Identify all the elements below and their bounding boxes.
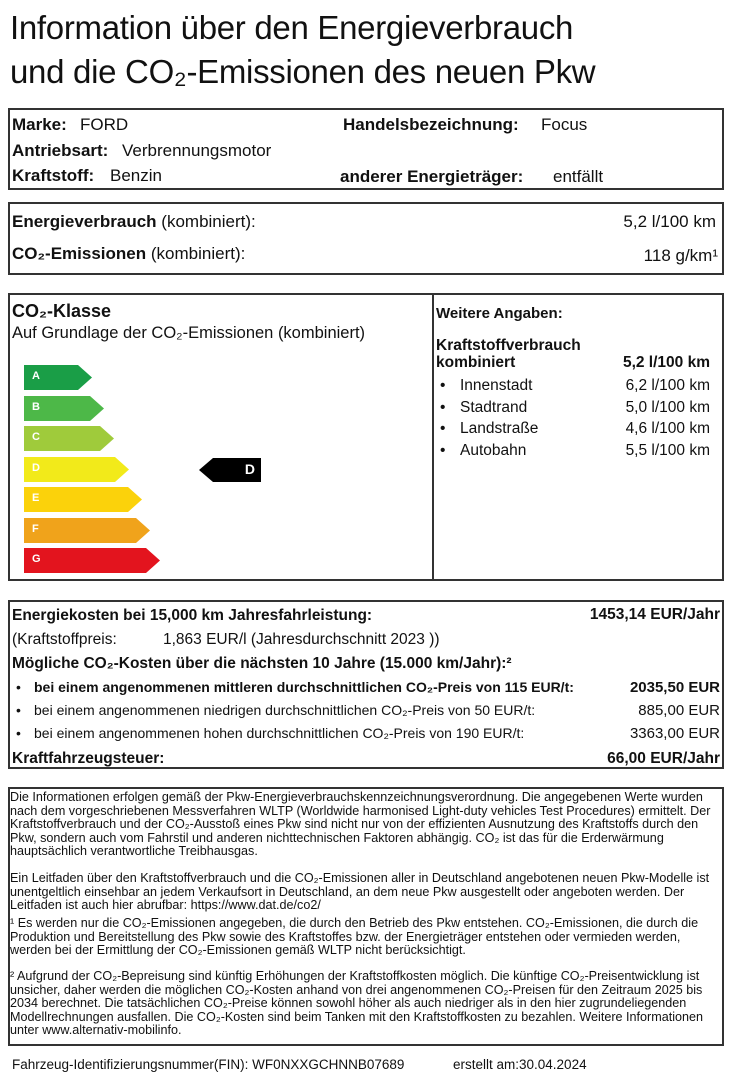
consumption-item-label: Landstraße	[460, 420, 539, 437]
co2-class-letter: G	[32, 553, 41, 565]
marke-label: Marke:	[12, 115, 67, 134]
bullet: •	[440, 377, 446, 394]
co2-class-heading: CO₂-Klasse	[12, 301, 112, 321]
co2-cost-value: 2035,50 EUR	[629, 679, 720, 696]
co2-class-bar-b	[24, 396, 104, 421]
co2-class-bar-f	[24, 518, 150, 543]
marke-value: FORD	[80, 115, 129, 134]
co2-cost-label: bei einem angenommenen hohen durchschnittlichen CO₂-Preis von 190 EUR/t:	[34, 725, 525, 741]
co2-class-letter: D	[32, 461, 40, 474]
current-class-letter: D	[244, 461, 255, 477]
consumption-item-value: 5,0 l/100 km	[625, 398, 710, 416]
note-paragraph-2: Ein Leitfaden über den Kraftstoffverbrauch und die CO₂-Emissionen aller in Deutschland angebotenen neuen Pkw-Modelle ist unentgeltlich einsehbar an jedem Verkaufsort in Deutschland, an dem neue Pkw ausgestellt oder angeboten werden. Der Leitfaden ist auch hier abrufbar: https://www.dat.de/co2/	[10, 871, 710, 913]
co2-cost-value: 3363,00 EUR	[629, 725, 720, 742]
consumption-item-label: Innenstadt	[460, 377, 533, 394]
title-line-1: Information über den Energieverbrauch	[10, 9, 574, 46]
kombi-label-1: Kraftstoffverbrauch	[436, 337, 581, 354]
current-class-indicator	[199, 458, 261, 482]
co2-class-bar-c	[24, 426, 114, 451]
footnote-2: ² Aufgrund der CO₂-Bepreisung sind künftig Erhöhungen der Kraftstoffkosten möglich. Die künftige CO₂-Preisentwicklung ist unsicher, daher werden die möglichen CO₂-Kosten anhand von drei angenommenen CO₂-Preisen für den Zeitraum 2025 bis 2034 berechnet. Die tatsächlichen CO₂-Preise können sowohl höher als auch niedriger als in den hier zugrundeliegenden Modellrechnungen ausfallen. Die CO₂-Kosten sind beim Tanken mit den Kraftstoffkosten zu bezahlen. Weitere Informationen unter www.alternativ-mobilinfo.	[10, 969, 704, 1038]
created-date: erstellt am:30.04.2024	[453, 1057, 587, 1072]
steuer-label: Kraftfahrzeugsteuer:	[12, 750, 165, 767]
kraftstoffpreis-label: (Kraftstoffpreis:	[12, 631, 117, 648]
anderer-value: entfällt	[553, 167, 604, 186]
consumption-item-value: 6,2 l/100 km	[625, 377, 710, 394]
co2-class-bar-e	[24, 487, 142, 512]
bullet: •	[16, 702, 21, 718]
kraftstoff-value: Benzin	[110, 166, 162, 185]
co2-value: 118 g/km¹	[643, 246, 718, 265]
energie-label: Energieverbrauch	[12, 212, 157, 231]
energie-suffix: (kombiniert):	[161, 212, 256, 231]
note-paragraph-1: Die Informationen erfolgen gemäß der Pkw-Energieverbrauchskennzeichnungsverordnung. Die angegebenen Werte wurden nach dem vorgeschriebenen Messverfahren WLTP (Worldwide harmonised Light-duty vehicles Test Procedures) ermittelt. Der Kraftstoffverbrauch und der CO₂-Ausstoß eines Pkw sind nicht nur von der effizienten Ausnutzung des Kraftstoffs durch den Pkw, sondern auch vom Fahrstil und anderen nichttechnischen Faktoren abhängig. CO₂ ist das für die Erderwärmung hauptsächlich verantwortliche Treibhausgas.	[10, 790, 711, 859]
co2-class-letter: C	[32, 431, 40, 443]
co2-class-letter: A	[32, 370, 40, 382]
co2-label: CO₂-Emissionen	[12, 244, 147, 263]
co2-class-bar-d	[24, 457, 129, 482]
title-line-2: und die CO₂-Emissionen des neuen Pkw	[10, 53, 596, 90]
co2-suffix: (kombiniert):	[150, 244, 246, 263]
energie-value: 5,2 l/100 km	[623, 212, 716, 231]
co2-class-letter: E	[32, 492, 40, 504]
divider	[432, 295, 434, 579]
co2-cost-value: 885,00 EUR	[638, 702, 720, 719]
antrieb-value: Verbrennungsmotor	[122, 141, 272, 160]
co2-kosten-heading: Mögliche CO₂-Kosten über die nächsten 10 Jahre (15.000 km/Jahr):²	[12, 655, 512, 672]
consumption-item-label: Autobahn	[460, 441, 527, 459]
bullet: •	[16, 679, 21, 695]
bullet: •	[440, 420, 446, 437]
co2-class-box	[8, 293, 724, 581]
weitere-heading: Weitere Angaben:	[436, 305, 563, 322]
handel-label: Handelsbezeichnung:	[343, 115, 519, 134]
fin: Fahrzeug-Identifizierungsnummer(FIN): WF0NXXGCHNNB07689	[12, 1057, 405, 1072]
costs-box	[8, 600, 724, 769]
co2-class-bar-g	[24, 548, 160, 573]
co2-class-letter: F	[32, 522, 39, 535]
co2-class-letter: B	[32, 400, 40, 413]
footnote-1: ¹ Es werden nur die CO₂-Emissionen angegeben, die durch den Betrieb des Pkw entstehen. CO₂-Emissionen, die durch die Produktion und Bereitstellung des Pkw sowie des Kraftstoffes bzw. der Energieträger entstehen oder vermieden werden, werden bei der Ermittlung der CO₂-Emissionen gemäß WLTP nicht berücksichtigt.	[10, 916, 699, 958]
bullet: •	[440, 398, 446, 416]
consumption-item-label: Stadtrand	[460, 398, 528, 416]
vehicle-info-box	[8, 108, 724, 190]
kombi-label-2: kombiniert	[436, 354, 516, 371]
co2-class-bar-a	[24, 365, 92, 390]
co2-class-subheading: Auf Grundlage der CO₂-Emissionen (kombiniert)	[12, 324, 366, 342]
steuer-value: 66,00 EUR/Jahr	[607, 750, 720, 767]
consumption-item-value: 5,5 l/100 km	[625, 441, 710, 459]
co2-cost-label: bei einem angenommenen niedrigen durchschnittlichen CO₂-Preis von 50 EUR/t:	[34, 702, 536, 718]
bullet: •	[16, 725, 21, 741]
anderer-label: anderer Energieträger:	[340, 167, 524, 186]
consumption-item-value: 4,6 l/100 km	[625, 420, 710, 437]
kombi-value: 5,2 l/100 km	[622, 354, 710, 371]
kraftstoff-label: Kraftstoff:	[12, 166, 95, 185]
co2-cost-label: bei einem angenommenen mittleren durchschnittlichen CO₂-Preis von 115 EUR/t:	[34, 679, 574, 695]
kraftstoffpreis-value: 1,863 EUR/l (Jahresdurchschnitt 2023 ))	[163, 631, 440, 648]
bullet: •	[440, 441, 446, 459]
energiekosten-label: Energiekosten bei 15,000 km Jahresfahrleistung:	[12, 607, 373, 624]
handel-value: Focus	[541, 115, 588, 134]
consumption-box	[8, 202, 724, 275]
antrieb-label: Antriebsart:	[12, 141, 109, 160]
energiekosten-value: 1453,14 EUR/Jahr	[589, 606, 720, 623]
